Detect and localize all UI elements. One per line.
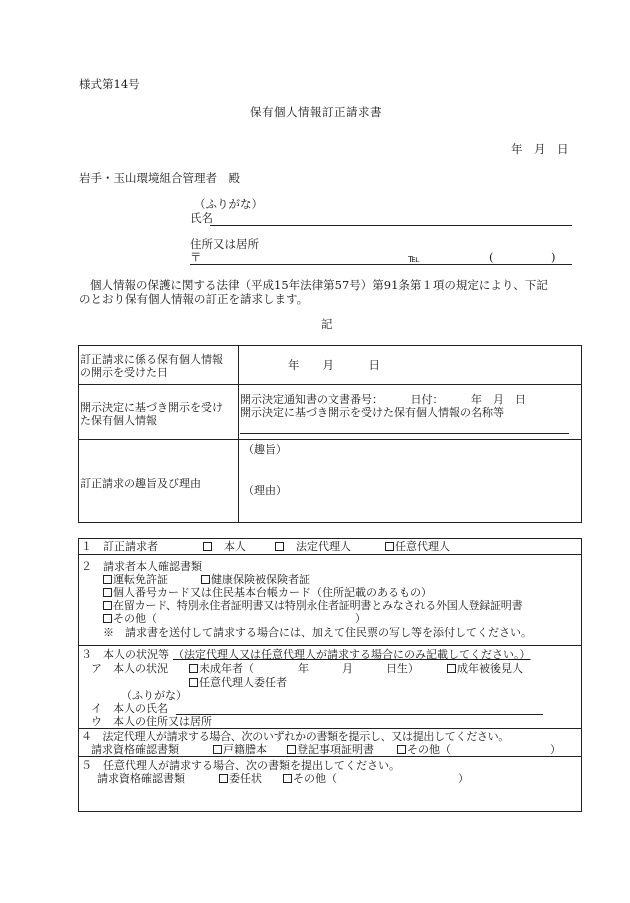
purpose-label: （趣旨）: [243, 443, 287, 456]
checkbox[interactable]: [201, 575, 210, 584]
date-placeholder[interactable]: 年 月 日: [511, 142, 569, 156]
table1-divider: [238, 345, 239, 523]
section1-title: １ 訂正請求者: [81, 540, 158, 553]
status-adult-ward[interactable]: 成年被後見人: [447, 662, 523, 675]
checkbox[interactable]: [283, 774, 292, 783]
doc-mynumber-card[interactable]: 個人番号カード又は住民基本台帳カード（住所記載のあるもの）: [103, 586, 432, 599]
row1-label-l1: 訂正請求に係る保有個人情報: [80, 353, 223, 366]
checkbox[interactable]: [385, 542, 394, 551]
section5-docs-label: 請求資格確認書類: [97, 772, 185, 785]
addressee: 岩手・玉山環境組合管理者 殿: [79, 171, 240, 185]
option-voluntary-agent[interactable]: 任意代理人: [385, 540, 450, 553]
requester-name-label: 氏名: [190, 211, 213, 225]
doc-health-insurance[interactable]: 健康保険被保険者証: [201, 573, 310, 586]
option-self[interactable]: 本人: [203, 540, 246, 553]
checkbox[interactable]: [103, 575, 112, 584]
checkbox[interactable]: [287, 745, 296, 754]
checkbox[interactable]: [203, 542, 212, 551]
section4-docs-label: 請求資格確認書類: [91, 743, 179, 756]
requester-furigana-label: （ふりがな）: [194, 197, 263, 211]
document-title: 保有個人情報訂正請求書: [250, 105, 382, 119]
section5-title: ５ 任意代理人が請求する場合、次の書類を提出してください。: [81, 759, 400, 772]
ki-heading: 記: [321, 317, 333, 331]
intro-line2: のとおり保有個人情報の訂正を請求します。: [79, 292, 309, 306]
row2-label-l2: た保有個人情報: [80, 414, 157, 427]
table2-divider-3: [78, 728, 582, 729]
form-number: 様式第14号: [79, 77, 140, 91]
checkbox[interactable]: [213, 745, 222, 754]
disclosed-info-name-field[interactable]: [240, 433, 569, 434]
table2-divider-1: [78, 554, 582, 555]
checkbox[interactable]: [103, 601, 112, 610]
requester-address-label: 住所又は居所: [190, 237, 259, 251]
section3-note: （法定代理人又は任意代理人が請求する場合にのみ記載してください。）: [173, 648, 531, 661]
status-voluntary-principal[interactable]: 任意代理人委任者: [189, 676, 287, 689]
checkbox[interactable]: [189, 664, 198, 673]
checkbox[interactable]: [447, 664, 456, 673]
row3-label: 訂正請求の趣旨及び理由: [80, 477, 201, 490]
doc-other[interactable]: その他（ ）: [103, 612, 366, 625]
doc-drivers-license[interactable]: 運転免許証: [103, 573, 168, 586]
status-minor[interactable]: 未成年者（ 年 月 日生）: [189, 662, 419, 675]
intro-line1: 個人情報の保護に関する法律（平成15年法律第57号）第91条第１項の規定により、下記: [90, 278, 548, 292]
table1-row-divider-1: [78, 384, 582, 385]
section3-i-label: イ 本人の氏名: [91, 702, 168, 715]
option-legal-agent[interactable]: 法定代理人: [275, 540, 351, 553]
table2-divider-4: [78, 756, 582, 757]
requester-address-field[interactable]: [190, 264, 572, 265]
doc-power-of-attorney[interactable]: 委任状: [219, 772, 262, 785]
section3-u-label: ウ 本人の住所又は居所: [91, 715, 212, 728]
row2-value-l1[interactable]: 開示決定通知書の文書番号： 日付： 年 月 日: [240, 393, 526, 406]
checkbox[interactable]: [397, 745, 406, 754]
section3-furigana: （ふりがな）: [121, 689, 187, 702]
disclosure-date-field[interactable]: 年 月 日: [288, 358, 380, 372]
tel-mark: ℡: [408, 252, 420, 265]
section2-title: ２ 請求者本人確認書類: [81, 560, 202, 573]
checkbox[interactable]: [103, 588, 112, 597]
postal-mark: 〒: [190, 250, 202, 264]
table2-divider-2: [78, 645, 582, 646]
reason-label: （理由）: [243, 484, 287, 497]
section4-title: ４ 法定代理人が請求する場合、次のいずれかの書類を提示し、又は提出してください。: [81, 730, 509, 743]
row2-label-l1: 開示決定に基づき開示を受け: [80, 401, 223, 414]
doc-other-5[interactable]: その他（ ）: [283, 772, 469, 785]
checkbox[interactable]: [103, 614, 112, 623]
checkbox[interactable]: [219, 774, 228, 783]
section3-a-label: ア 本人の状況: [91, 662, 168, 675]
doc-residence-card[interactable]: 在留カード、特別永住者証明書又は特別永住者証明書とみなされる外国人登録証明書: [103, 599, 522, 612]
tel-parens: ( ): [489, 250, 556, 264]
section2-note: ※ 請求書を送付して請求する場合には、加えて住民票の写し等を添付してください。: [103, 626, 532, 639]
section3-title: ３ 本人の状況等: [81, 648, 169, 661]
doc-family-register[interactable]: 戸籍謄本: [213, 743, 267, 756]
table1-row-divider-2: [78, 439, 582, 440]
row2-value-l2: 開示決定に基づき開示を受けた保有個人情報の名称等: [240, 406, 504, 419]
doc-other-4[interactable]: その他（ ）: [397, 743, 561, 756]
doc-registry-certificate[interactable]: 登記事項証明書: [287, 743, 374, 756]
checkbox[interactable]: [189, 678, 198, 687]
row1-label-l2: の開示を受けた日: [80, 366, 168, 379]
requester-name-field[interactable]: [210, 225, 572, 226]
checkbox[interactable]: [275, 542, 284, 551]
principal-name-field[interactable]: [176, 714, 543, 715]
